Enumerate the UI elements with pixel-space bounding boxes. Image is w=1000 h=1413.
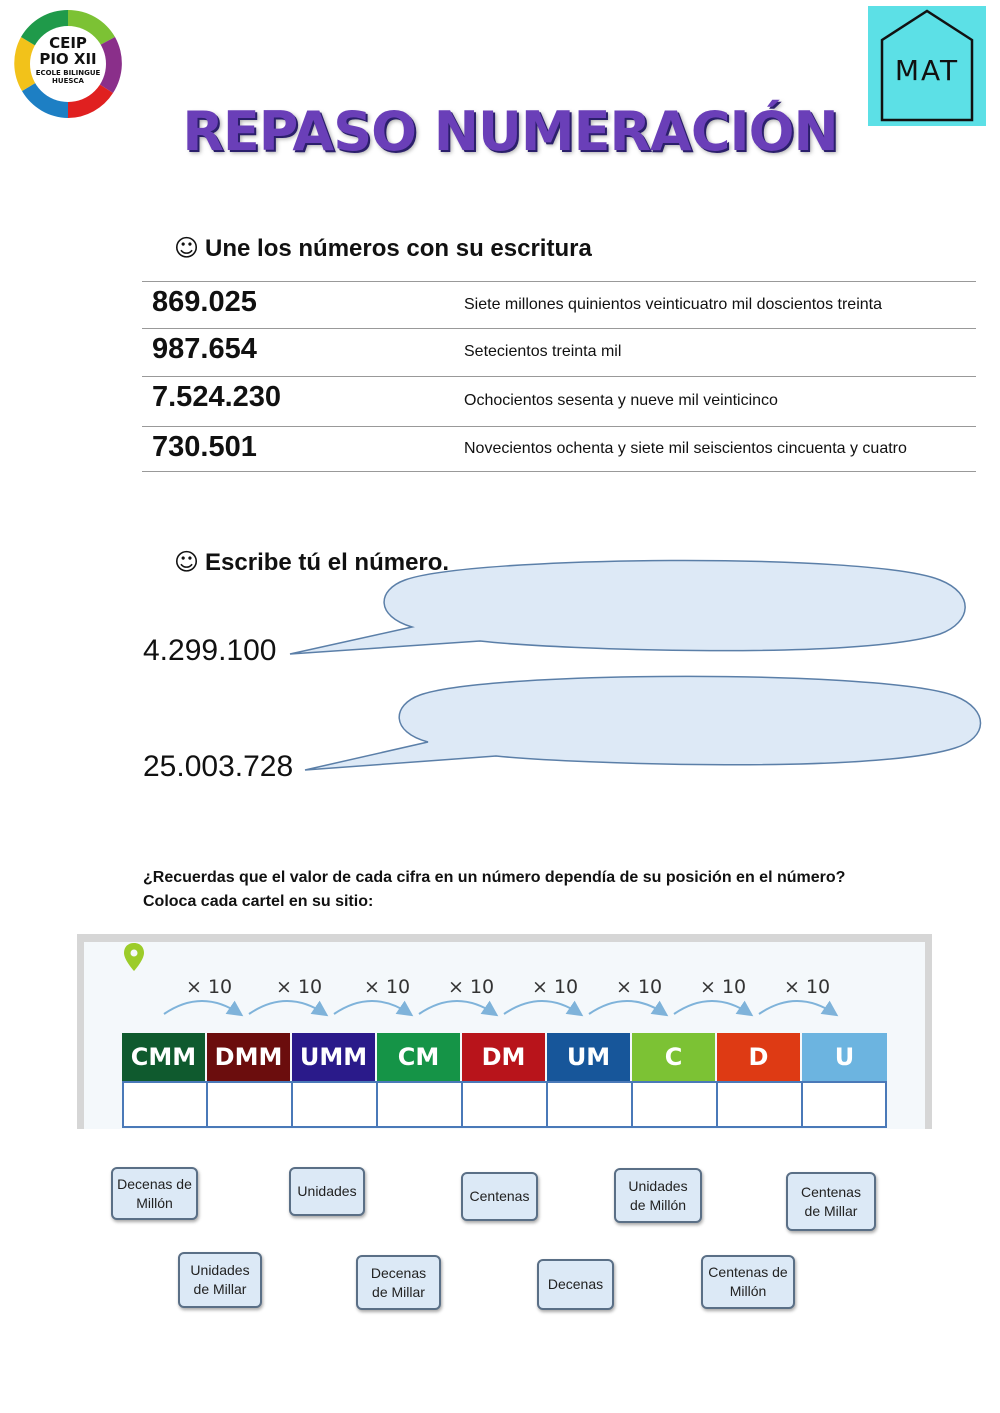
draggable-card[interactable]: Decenas de Millar (356, 1255, 441, 1310)
match-text[interactable]: Ochocientos sesenta y nueve mil veinticinco (464, 392, 778, 409)
place-value-header: CMM (122, 1033, 205, 1081)
match-number[interactable]: 730.501 (152, 431, 257, 463)
place-value-header: UMM (292, 1033, 375, 1081)
drop-zone[interactable] (461, 1081, 548, 1128)
multiplier-label: × 10 (364, 976, 411, 998)
drop-zone[interactable] (291, 1081, 378, 1128)
logo-line: HUESCA (52, 77, 84, 85)
multiplier-label: × 10 (784, 976, 831, 998)
draggable-card[interactable]: Unidades de Millón (614, 1168, 702, 1223)
badge-label: MAT (894, 54, 960, 87)
speech-bubble[interactable] (290, 560, 965, 654)
place-value-header: U (802, 1033, 887, 1081)
multiplier-label: × 10 (186, 976, 233, 998)
draggable-card[interactable]: Decenas de Millón (111, 1167, 198, 1220)
instruction-line: ¿Recuerdas que el valor de cada cifra en un número dependía de su posición en el número? (143, 869, 846, 886)
place-value-header: DMM (207, 1033, 290, 1081)
write-number: 25.003.728 (143, 750, 294, 783)
multiplier-label: × 10 (700, 976, 747, 998)
drop-zone[interactable] (546, 1081, 633, 1128)
drop-zone[interactable] (122, 1081, 208, 1128)
place-value-header: CM (377, 1033, 460, 1081)
draggable-card[interactable]: Centenas (461, 1172, 538, 1221)
instruction-line: Coloca cada cartel en su sitio: (143, 893, 374, 910)
place-value-header: UM (547, 1033, 630, 1081)
drop-zone[interactable] (801, 1081, 887, 1128)
draggable-card[interactable]: Centenas de Millar (786, 1172, 876, 1231)
multiplier-label: × 10 (276, 976, 323, 998)
multiplier-label: × 10 (448, 976, 495, 998)
write-number: 4.299.100 (143, 634, 277, 667)
match-text[interactable]: Novecientos ochenta y siete mil seiscientos cincuenta y cuatro (464, 440, 907, 457)
instructions (143, 866, 845, 914)
logo-line: CEIP (49, 34, 87, 52)
logo-line: PIO XII (39, 50, 97, 68)
smiley-icon: ☺ (174, 548, 200, 576)
multiplier-label: × 10 (532, 976, 579, 998)
drop-zone[interactable] (376, 1081, 463, 1128)
page-title: REPASO NUMERACIÓN (182, 100, 838, 163)
match-text[interactable]: Siete millones quinientos veinticuatro mil doscientos treinta (464, 296, 882, 313)
match-text[interactable]: Setecientos treinta mil (464, 343, 622, 360)
place-value-header: DM (462, 1033, 545, 1081)
speech-bubble[interactable] (305, 676, 981, 770)
logo-line: ECOLE BILINGUE (35, 69, 101, 77)
drop-zone[interactable] (716, 1081, 803, 1128)
match-number[interactable]: 869.025 (152, 286, 257, 318)
place-value-header: D (717, 1033, 800, 1081)
heading-text: Une los números con su escritura (205, 235, 592, 262)
multiplier-label: × 10 (616, 976, 663, 998)
match-number[interactable]: 7.524.230 (152, 381, 282, 413)
place-value-header: C (632, 1033, 715, 1081)
match-number[interactable]: 987.654 (152, 333, 257, 365)
smiley-icon: ☺ (174, 234, 200, 262)
heading-text: Escribe tú el número. (205, 549, 450, 576)
draggable-card[interactable]: Unidades (289, 1167, 365, 1216)
draggable-card[interactable]: Decenas (537, 1259, 614, 1310)
draggable-card[interactable]: Unidades de Millar (178, 1252, 262, 1308)
drop-zone[interactable] (206, 1081, 293, 1128)
drop-zone[interactable] (631, 1081, 718, 1128)
draggable-card[interactable]: Centenas de Millón (701, 1255, 795, 1309)
